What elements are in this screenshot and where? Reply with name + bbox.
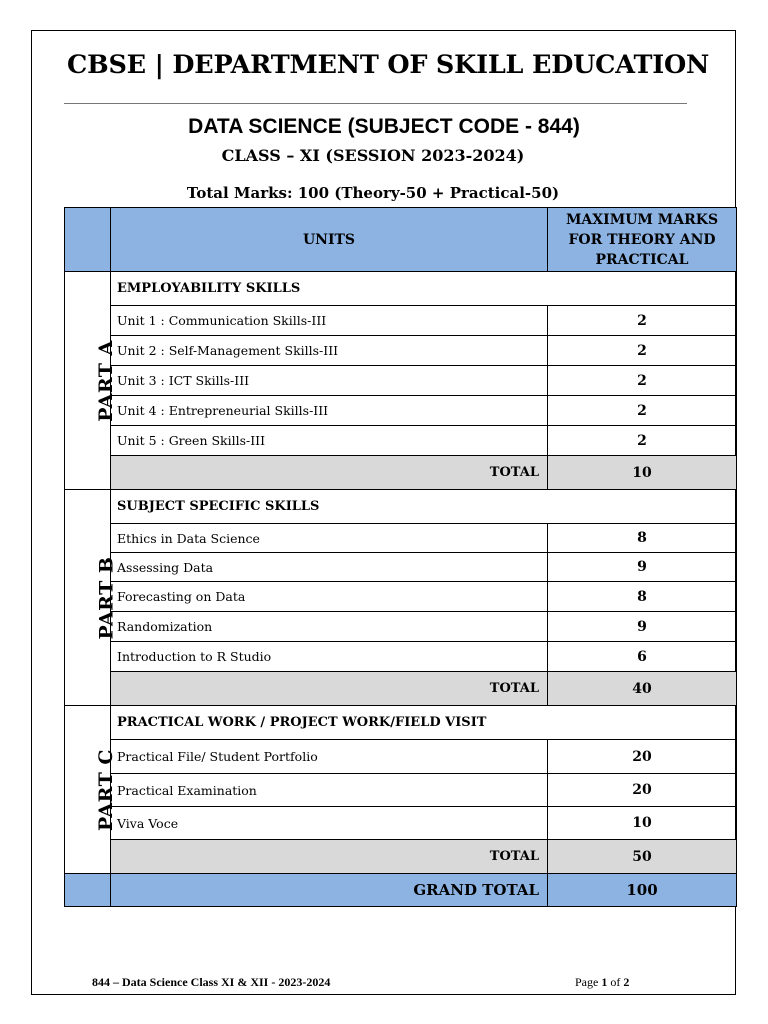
page-word: Page xyxy=(575,975,599,989)
unit-marks: 2 xyxy=(548,366,737,396)
unit-marks: 2 xyxy=(548,336,737,366)
unit-marks: 9 xyxy=(548,612,737,642)
total-marks-heading: Total Marks: 100 (Theory-50 + Practical-50) xyxy=(186,184,560,202)
table-row xyxy=(65,553,737,582)
table-row xyxy=(65,612,737,642)
table-row xyxy=(65,582,737,612)
unit-marks: 8 xyxy=(548,582,737,612)
unit-name: Introduction to R Studio xyxy=(111,642,548,672)
grand-total-label: GRAND TOTAL xyxy=(111,874,548,907)
section-row xyxy=(65,706,737,740)
unit-marks: 20 xyxy=(548,740,737,774)
units-column-header: UNITS xyxy=(111,208,548,272)
table-row xyxy=(65,396,737,426)
header-blank-cell xyxy=(65,208,111,272)
unit-marks: 8 xyxy=(548,524,737,553)
unit-marks: 20 xyxy=(548,774,737,807)
total-value: 40 xyxy=(548,672,737,706)
grand-total-value: 100 xyxy=(548,874,737,907)
unit-marks: 2 xyxy=(548,306,737,336)
page-current: 1 xyxy=(601,975,608,989)
unit-name: Assessing Data xyxy=(111,553,548,582)
section-row xyxy=(65,272,737,306)
total-label: TOTAL xyxy=(111,672,548,706)
footer-document-title: 844 – Data Science Class XI & XII - 2023-2024 xyxy=(92,975,331,989)
unit-marks: 10 xyxy=(548,807,737,840)
table-row xyxy=(65,774,737,807)
section-title: EMPLOYABILITY SKILLS xyxy=(111,272,737,306)
section-title: SUBJECT SPECIFIC SKILLS xyxy=(111,490,737,524)
unit-name: Unit 2 : Self-Management Skills-III xyxy=(111,336,548,366)
unit-name: Forecasting on Data xyxy=(111,582,548,612)
total-label: TOTAL xyxy=(111,456,548,490)
total-row xyxy=(65,456,737,490)
part-c-label: PART C xyxy=(65,706,111,874)
part-b-label: PART B xyxy=(65,490,111,706)
table-row xyxy=(65,426,737,456)
total-value: 10 xyxy=(548,456,737,490)
table-row xyxy=(65,336,737,366)
page-title: CBSE | DEPARTMENT OF SKILL EDUCATION xyxy=(67,50,710,80)
marks-table xyxy=(64,207,737,907)
table-row xyxy=(65,740,737,774)
part-a-label: PART A xyxy=(65,272,111,490)
unit-name: Unit 1 : Communication Skills-III xyxy=(111,306,548,336)
table-header-row xyxy=(65,208,737,272)
unit-name: Practical Examination xyxy=(111,774,548,807)
header-divider xyxy=(64,103,687,104)
grand-total-row xyxy=(65,874,737,907)
total-row xyxy=(65,840,737,874)
total-value: 50 xyxy=(548,840,737,874)
subject-heading: DATA SCIENCE (SUBJECT CODE - 844) xyxy=(188,115,580,138)
unit-name: Ethics in Data Science xyxy=(111,524,548,553)
unit-marks: 9 xyxy=(548,553,737,582)
total-row xyxy=(65,672,737,706)
table-row xyxy=(65,642,737,672)
section-row xyxy=(65,490,737,524)
unit-marks: 2 xyxy=(548,396,737,426)
table-row xyxy=(65,366,737,396)
table-row xyxy=(65,807,737,840)
unit-marks: 2 xyxy=(548,426,737,456)
of-word: of xyxy=(610,975,621,989)
max-marks-column-header: MAXIMUM MARKS FOR THEORY AND PRACTICAL xyxy=(548,208,737,272)
unit-name: Viva Voce xyxy=(111,807,548,840)
unit-name: Unit 5 : Green Skills-III xyxy=(111,426,548,456)
unit-name: Unit 4 : Entrepreneurial Skills-III xyxy=(111,396,548,426)
table-row xyxy=(65,524,737,553)
grand-total-blank-cell xyxy=(65,874,111,907)
unit-name: Randomization xyxy=(111,612,548,642)
page-total: 2 xyxy=(623,975,630,989)
unit-name: Unit 3 : ICT Skills-III xyxy=(111,366,548,396)
class-session-heading: CLASS – XI (SESSION 2023-2024) xyxy=(221,146,525,165)
unit-marks: 6 xyxy=(548,642,737,672)
total-label: TOTAL xyxy=(111,840,548,874)
section-title: PRACTICAL WORK / PROJECT WORK/FIELD VISIT xyxy=(111,706,737,740)
unit-name: Practical File/ Student Portfolio xyxy=(111,740,548,774)
footer-page-number xyxy=(575,975,629,990)
table-row xyxy=(65,306,737,336)
